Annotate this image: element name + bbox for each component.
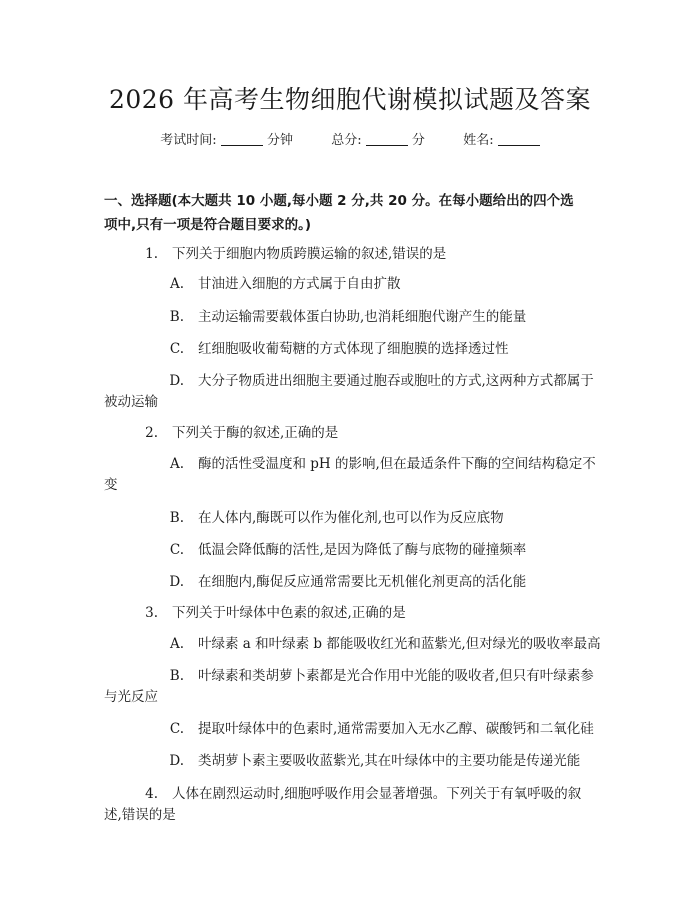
option-item: A. 甘油进入细胞的方式属于自由扩散: [169, 276, 401, 292]
option-item: C. 低温会降低酶的活性,是因为降低了酶与底物的碰撞频率: [169, 542, 527, 558]
option-continuation: 变: [104, 477, 118, 493]
question-stem: 2. 下列关于酶的叙述,正确的是: [145, 425, 339, 441]
option-item: D. 类胡萝卜素主要吸收蓝紫光,其在叶绿体中的主要功能是传递光能: [169, 753, 581, 769]
option-item: A. 叶绿素 a 和叶绿素 b 都能吸收红光和蓝紫光,但对绿光的吸收率最高: [169, 636, 601, 652]
option-item: D. 大分子物质进出细胞主要通过胞吞或胞吐的方式,这两种方式都属于: [169, 373, 594, 389]
score-blank: [366, 132, 408, 146]
name-blank: [498, 132, 540, 146]
question-stem: 4. 人体在剧烈运动时,细胞呼吸作用会显著增强。下列关于有氧呼吸的叙: [145, 786, 582, 802]
option-item: B. 叶绿素和类胡萝卜素都是光合作用中光能的吸收者,但只有叶绿素参: [169, 668, 594, 684]
option-item: A. 酶的活性受温度和 pH 的影响,但在最适条件下酶的空间结构稳定不: [169, 456, 596, 472]
time-unit: 分钟: [266, 133, 293, 148]
option-continuation: 被动运输: [104, 394, 158, 410]
option-item: B. 在人体内,酶既可以作为催化剂,也可以作为反应底物: [169, 510, 504, 526]
question-continuation: 述,错误的是: [104, 807, 176, 823]
section-heading: 一、选择题(本大题共 10 小题,每小题 2 分,共 20 分。在每小题给出的四个选 项中,只有一项是符合题目要求的。): [104, 193, 574, 233]
name-label: 姓名:: [463, 133, 494, 148]
score-label: 总分:: [331, 133, 362, 148]
option-item: C. 红细胞吸收葡萄糖的方式体现了细胞膜的选择透过性: [169, 341, 509, 357]
question-stem: 1. 下列关于细胞内物质跨膜运输的叙述,错误的是: [145, 246, 447, 262]
option-item: B. 主动运输需要载体蛋白协助,也消耗细胞代谢产生的能量: [169, 309, 527, 325]
score-unit: 分: [411, 133, 425, 148]
page-title: 2026 年高考生物细胞代谢模拟试题及答案: [108, 85, 592, 114]
option-item: D. 在细胞内,酶促反应通常需要比无机催化剂更高的活化能: [169, 574, 527, 590]
time-blank: [221, 132, 263, 146]
option-continuation: 与光反应: [104, 689, 158, 705]
exam-info-line: [0, 131, 700, 151]
option-item: C. 提取叶绿体中的色素时,通常需要加入无水乙醇、碳酸钙和二氧化硅: [169, 721, 594, 737]
question-stem: 3. 下列关于叶绿体中色素的叙述,正确的是: [145, 605, 406, 621]
time-label: 考试时间:: [160, 133, 217, 148]
